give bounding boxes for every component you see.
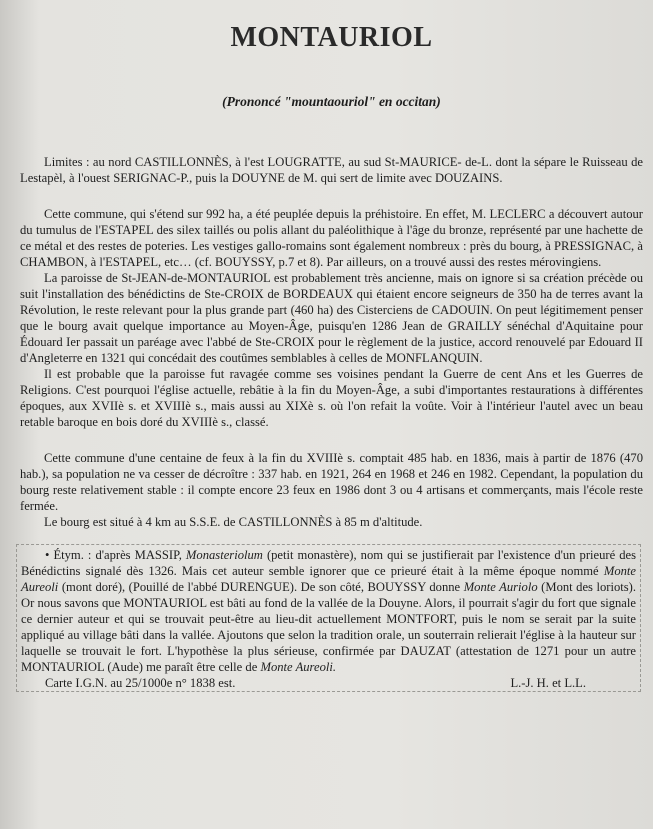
limits-paragraph: Limites : au nord CASTILLONNÈS, à l'est LOUGRATTE, au sud St-MAURICE- de-L. dont la sépare le Ruisseau de Lestapèl, à l'ouest SERIGNAC-P., puis la DOUYNE de M. qui sert de limite avec DOUZAINS.	[20, 155, 643, 185]
authors-signature: L.-J. H. et L.L.	[510, 676, 586, 690]
etymology-section	[16, 544, 641, 692]
history-paragraph-2: La paroisse de St-JEAN-de-MONTAURIOL est probablement très ancienne, mais on ignore si sa création précède ou suit l'installation des bénédictins de Ste-CROIX de BORDEAUX qui étaient encore seigneurs de 350 ha de terres avant la Révolution, le reste relevant pour la plus grande part (460 ha) des Cisterciens de CADOUIN. On peut légitimement penser que le bourg avait quelque importance au Moyen-Âge, puisqu'en 1286 Jean de GRAILLY sénéchal d'Aquitaine pour Édouard Ier passait un paréage avec l'abbé de Ste-CROIX pour le règlement de la justice, accord renouvelé par Edouard II d'Angleterre en 1321 qui concédait des coutûmes semblables à celles de MONFLANQUIN.	[20, 271, 643, 365]
map-reference: Carte I.G.N. au 25/1000e n° 1838 est.	[45, 676, 236, 690]
page-subtitle: (Prononcé "mountaouriol" en occitan)	[222, 94, 441, 109]
etymology-paragraph: • Étym. : d'après MASSIP, Monasteriolum (petit monastère), nom qui se justifierait par l'existence d'un prieuré des Bénédictins signalé dès 1326. Mais cet auteur semble ignorer que ce prieuré était à la même époque nommé Monte Aureoli (mont doré), (Pouillé de l'abbé DURENGUE). De son côté, BOUYSSY donne Monte Auriolo (Mont des loriots). Or nous savons que MONTAURIOL est bâti au fond de la vallée de la Douyne. Alors, il pourrait s'agir du fort que signale ce dernier auteur et qui se trouvait peut-être au lieu-dit actuellement MONTFORT, puis le nom se serait par la suite appliqué au village bâti dans la vallée. Ajoutons que selon la tradition orale, un souterrain relierait l'église à la hauteur sur laquelle se trouvait le fort. L'hypothèse la plus sérieuse, confirmée par DAUZAT (attestation de 1271 pour un autre MONTAURIOL (Aude) me paraît être celle de Monte Aureoli.	[21, 548, 637, 674]
history-paragraph-3: Il est probable que la paroisse fut ravagée comme ses voisines pendant la Guerre de cent Ans et les Guerres de Religions. C'est pourquoi l'église actuelle, rebâtie à la fin du Moyen-Âge, a subi d'importantes restaurations à différentes époques, aux XVIIè s. et XVIIIè s., mais aussi au XIXè s. où l'on refait la voûte. Voir à l'intérieur l'autel avec un beau retable baroque en bois doré du XVIIIè s., classé.	[20, 367, 643, 429]
history-paragraph-1: Cette commune, qui s'étend sur 992 ha, a été peuplée depuis la préhistoire. En effet, M. LECLERC a découvert autour du tumulus de l'ESTAPEL des silex taillés ou polis allant du paléolithique à l'âge du bronze, représenté par une hachette de ce métal et des restes de poteries. Les vestiges gallo-romains sont également nombreux : près du bourg, à PRESSIGNAC, à CHAMBON, à l'ESTAPEL, etc… (cf. BOUYSSY, p.7 et 8). Par ailleurs, on a trouvé aussi des restes mérovingiens.	[20, 207, 643, 269]
etymology-footer	[21, 675, 636, 691]
population-paragraph-2: Le bourg est situé à 4 km au S.S.E. de CASTILLONNÈS à 85 m d'altitude.	[44, 515, 423, 529]
page-title: MONTAURIOL	[230, 22, 433, 53]
population-paragraph-1: Cette commune d'une centaine de feux à la fin du XVIIIè s. comptait 485 hab. en 1836, mais à partir de 1876 (470 hab.), sa population ne va cesser de décroître : 337 hab. en 1921, 264 en 1968 et 246 en 1982. Cependant, la population du bourg reste relativement stable : il compte encore 23 feux en 1986 dont 3 ou 4 artisans et commerçants, mais l'école reste fermée.	[20, 451, 643, 513]
